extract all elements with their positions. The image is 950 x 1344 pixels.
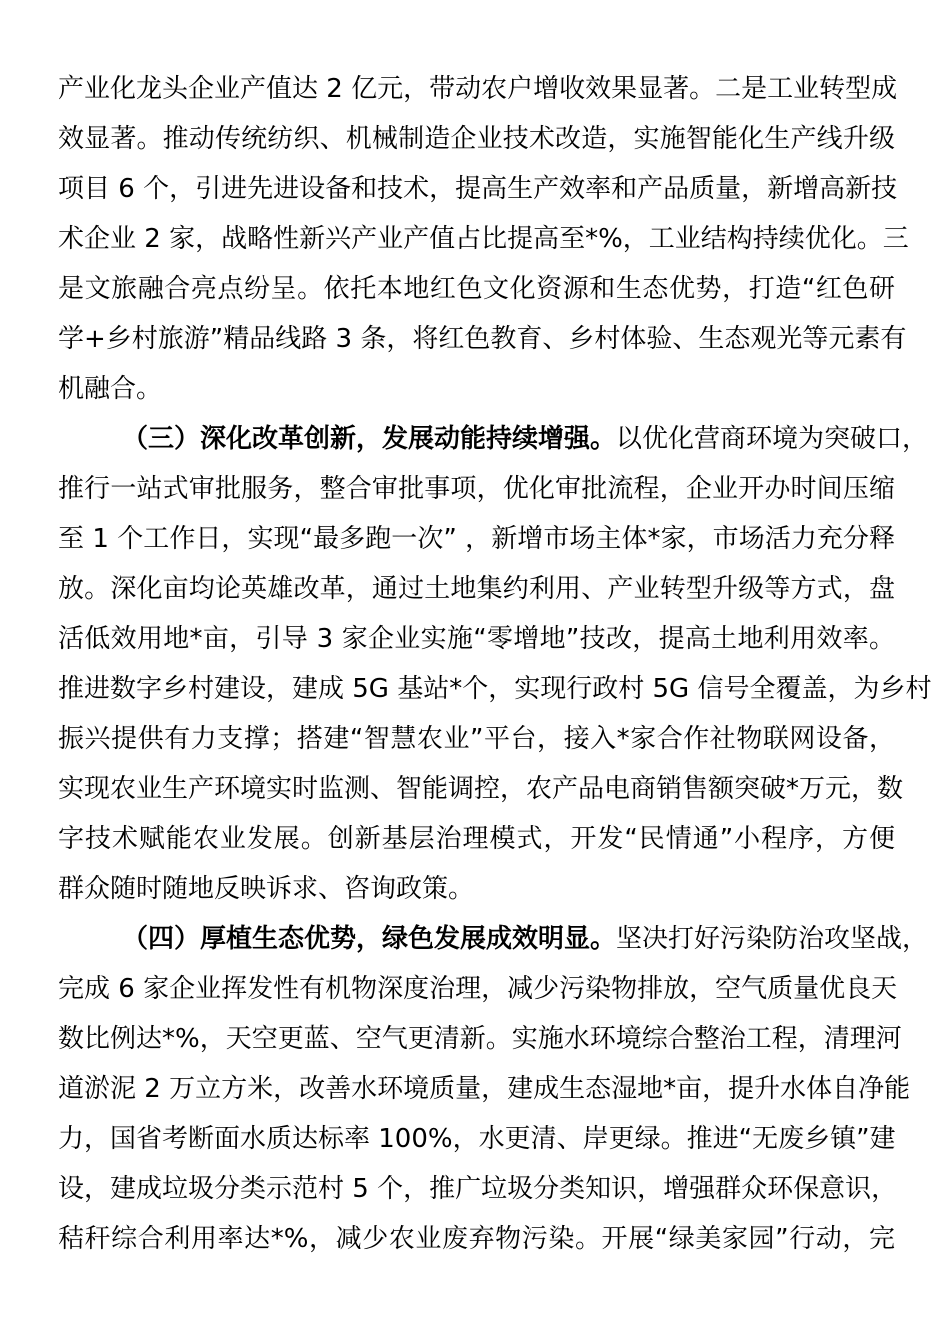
text-line: 振兴提供有力支撑；搭建“智慧农业”平台，接入*家合作社物联网设备， xyxy=(58,724,895,754)
text-line: 实现农业生产环境实时监测、智能调控，农产品电商销售额突破*万元，数 xyxy=(58,774,904,804)
text-line: 推行一站式审批服务，整合审批事项，优化审批流程，企业开办时间压缩 xyxy=(58,474,895,504)
text-line: 道淤泥 2 万立方米，改善水环境质量，建成生态湿地*亩，提升水体自净能 xyxy=(58,1074,911,1104)
text-line: 术企业 2 家，战略性新兴产业产值占比提高至*%，工业结构持续优化。三 xyxy=(58,224,909,254)
text-line: 秸秆综合利用率达*%，减少农业废弃物污染。开展“绿美家园”行动，完 xyxy=(58,1224,895,1254)
text-line: 数比例达*%，天空更蓝、空气更清新。实施水环境综合整治工程，清理河 xyxy=(58,1024,902,1054)
section-first-line xyxy=(58,914,929,964)
text-segment: 坚决打好污染防治攻坚战， xyxy=(616,924,929,954)
text-line: 学+乡村旅游”精品线路 3 条，将红色教育、乡村体验、生态观光等元素有 xyxy=(58,324,907,354)
section-first-line xyxy=(58,414,929,464)
text-line: 放。深化亩均论英雄改革，通过土地集约利用、产业转型升级等方式，盘 xyxy=(58,574,895,604)
text-line: 群众随时随地反映诉求、咨询政策。 xyxy=(58,874,475,904)
section-heading: （四）厚植生态优势，绿色发展成效明显。 xyxy=(122,924,617,954)
paragraph-continuation xyxy=(58,64,909,414)
section-ecological-advantage xyxy=(58,914,929,1264)
section-heading: （三）深化改革创新，发展动能持续增强。 xyxy=(122,424,617,454)
text-line: 是文旅融合亮点纷呈。依托本地红色文化资源和生态优势，打造“红色研 xyxy=(58,274,895,304)
text-segment: 以优化营商环境为突破口， xyxy=(616,424,929,454)
text-line: 产业化龙头企业产值达 2 亿元，带动农户增收效果显著。二是工业转型成 xyxy=(58,74,898,104)
text-line: 活低效用地*亩，引导 3 家企业实施“零增地”技改，提高土地利用效率。 xyxy=(58,624,895,654)
text-line: 设，建成垃圾分类示范村 5 个，推广垃圾分类知识，增强群众环保意识， xyxy=(58,1174,898,1204)
text-line: 项目 6 个，引进先进设备和技术，提高生产效率和产品质量，新增高新技 xyxy=(58,174,898,204)
text-line: 力，国省考断面水质达标率 100%，水更清、岸更绿。推进“无废乡镇”建 xyxy=(58,1124,896,1154)
text-line: 效显著。推动传统纺织、机械制造企业技术改造，实施智能化生产线升级 xyxy=(58,124,895,154)
text-line: 完成 6 家企业挥发性有机物深度治理，减少污染物排放，空气质量优良天 xyxy=(58,974,898,1004)
section-reform-innovation xyxy=(58,414,932,914)
text-line: 字技术赋能农业发展。创新基层治理模式，开发“民情通”小程序，方便 xyxy=(58,824,895,854)
text-line: 推进数字乡村建设，建成 5G 基站*个，实现行政村 5G 信号全覆盖，为乡村 xyxy=(58,674,932,704)
text-line: 至 1 个工作日，实现“最多跑一次” ，新增市场主体*家，市场活力充分释 xyxy=(58,524,895,554)
text-line: 机融合。 xyxy=(58,374,163,404)
